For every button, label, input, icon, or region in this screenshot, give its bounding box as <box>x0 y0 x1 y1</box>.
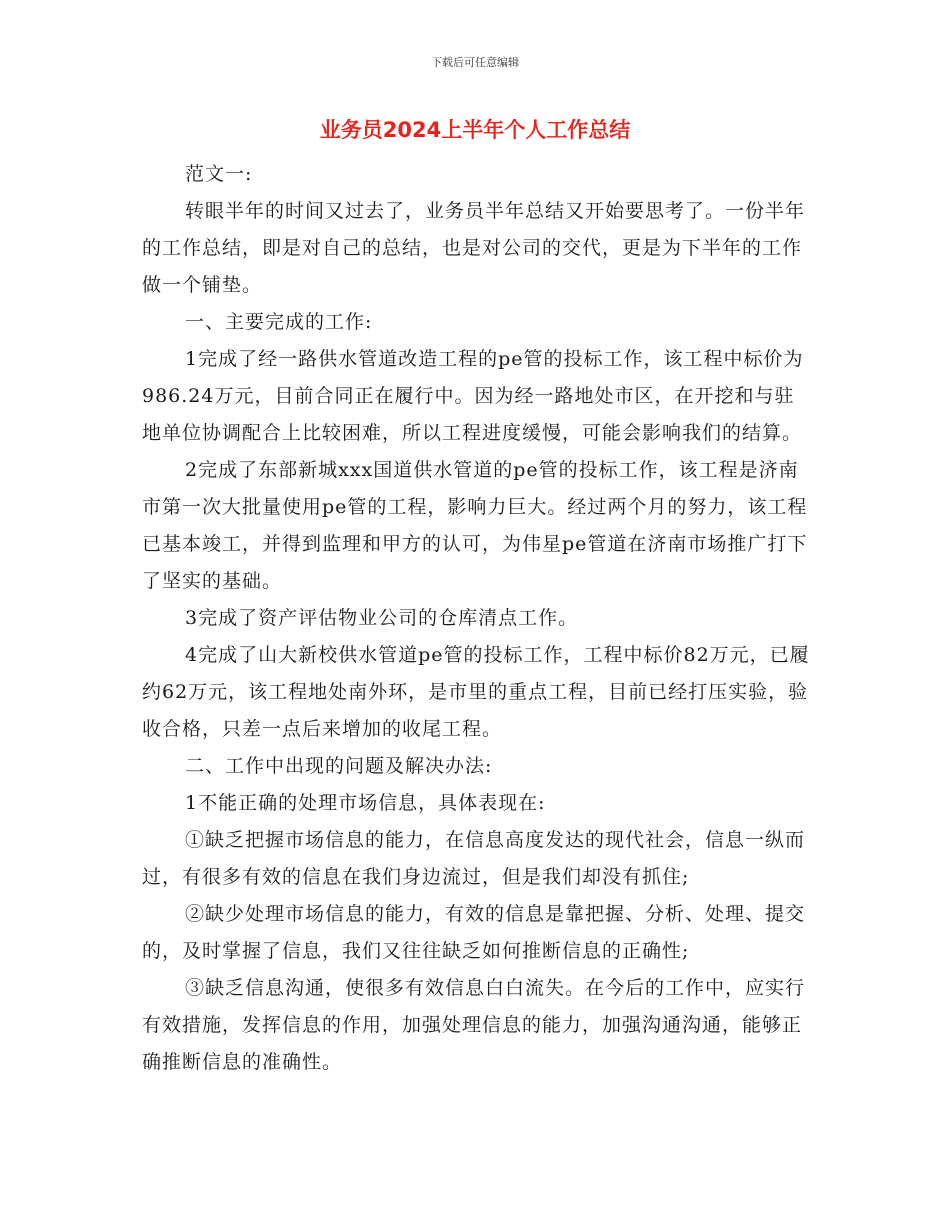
paragraph: 二、工作中出现的问题及解决办法: <box>185 755 493 777</box>
header-note: 下载后可任意编辑 <box>431 56 519 69</box>
paragraph: 3完成了资产评估物业公司的仓库清点工作。 <box>185 607 579 629</box>
paragraph: 一、主要完成的工作: <box>185 311 373 333</box>
paragraph: 范文一: <box>185 163 253 185</box>
paragraph: 2完成了东部新城xxx国道供水管道的pe管的投标工作，该工程是济南市第一次大批量使用pe管的工程，影响力巨大。经过两个月的努力，该工程已基本竣工，并得到监理和甲方的认可，为伟星pe管道在济南市场推广打下了坚实的基础。 <box>142 459 808 592</box>
document-body <box>142 156 814 1081</box>
paragraph: ①缺乏把握市场信息的能力，在信息高度发达的现代社会，信息一纵而过，有很多有效的信息在我们身边流过，但是我们却没有抓住; <box>142 829 806 888</box>
paragraph: 4完成了山大新校供水管道pe管的投标工作，工程中标价82万元，已履约62万元，该工程地处南外环，是市里的重点工程，目前已经打压实验，验收合格，只差一点后来增加的收尾工程。 <box>142 644 810 740</box>
paragraph: 1完成了经一路供水管道改造工程的pe管的投标工作，该工程中标价为986.24万元，目前合同正在履行中。因为经一路地处市区，在开挖和与驻地单位协调配合上比较困难，所以工程进度缓慢，可能会影响我们的结算。 <box>142 348 804 444</box>
paragraph: 转眼半年的时间又过去了，业务员半年总结又开始要思考了。一份半年的工作总结，即是对自己的总结，也是对公司的交代，更是为下半年的工作做一个铺垫。 <box>142 200 806 296</box>
document-title: 业务员2024上半年个人工作总结 <box>319 118 631 142</box>
paragraph: ②缺少处理市场信息的能力，有效的信息是靠把握、分析、处理、提交的，及时掌握了信息，我们又往往缺乏如何推断信息的正确性; <box>142 903 806 962</box>
paragraph: ③缺乏信息沟通，使很多有效信息白白流失。在今后的工作中，应实行有效措施，发挥信息的作用，加强处理信息的能力，加强沟通沟通，能够正确推断信息的准确性。 <box>142 977 806 1073</box>
paragraph: 1不能正确的处理市场信息，具体表现在: <box>185 792 546 814</box>
